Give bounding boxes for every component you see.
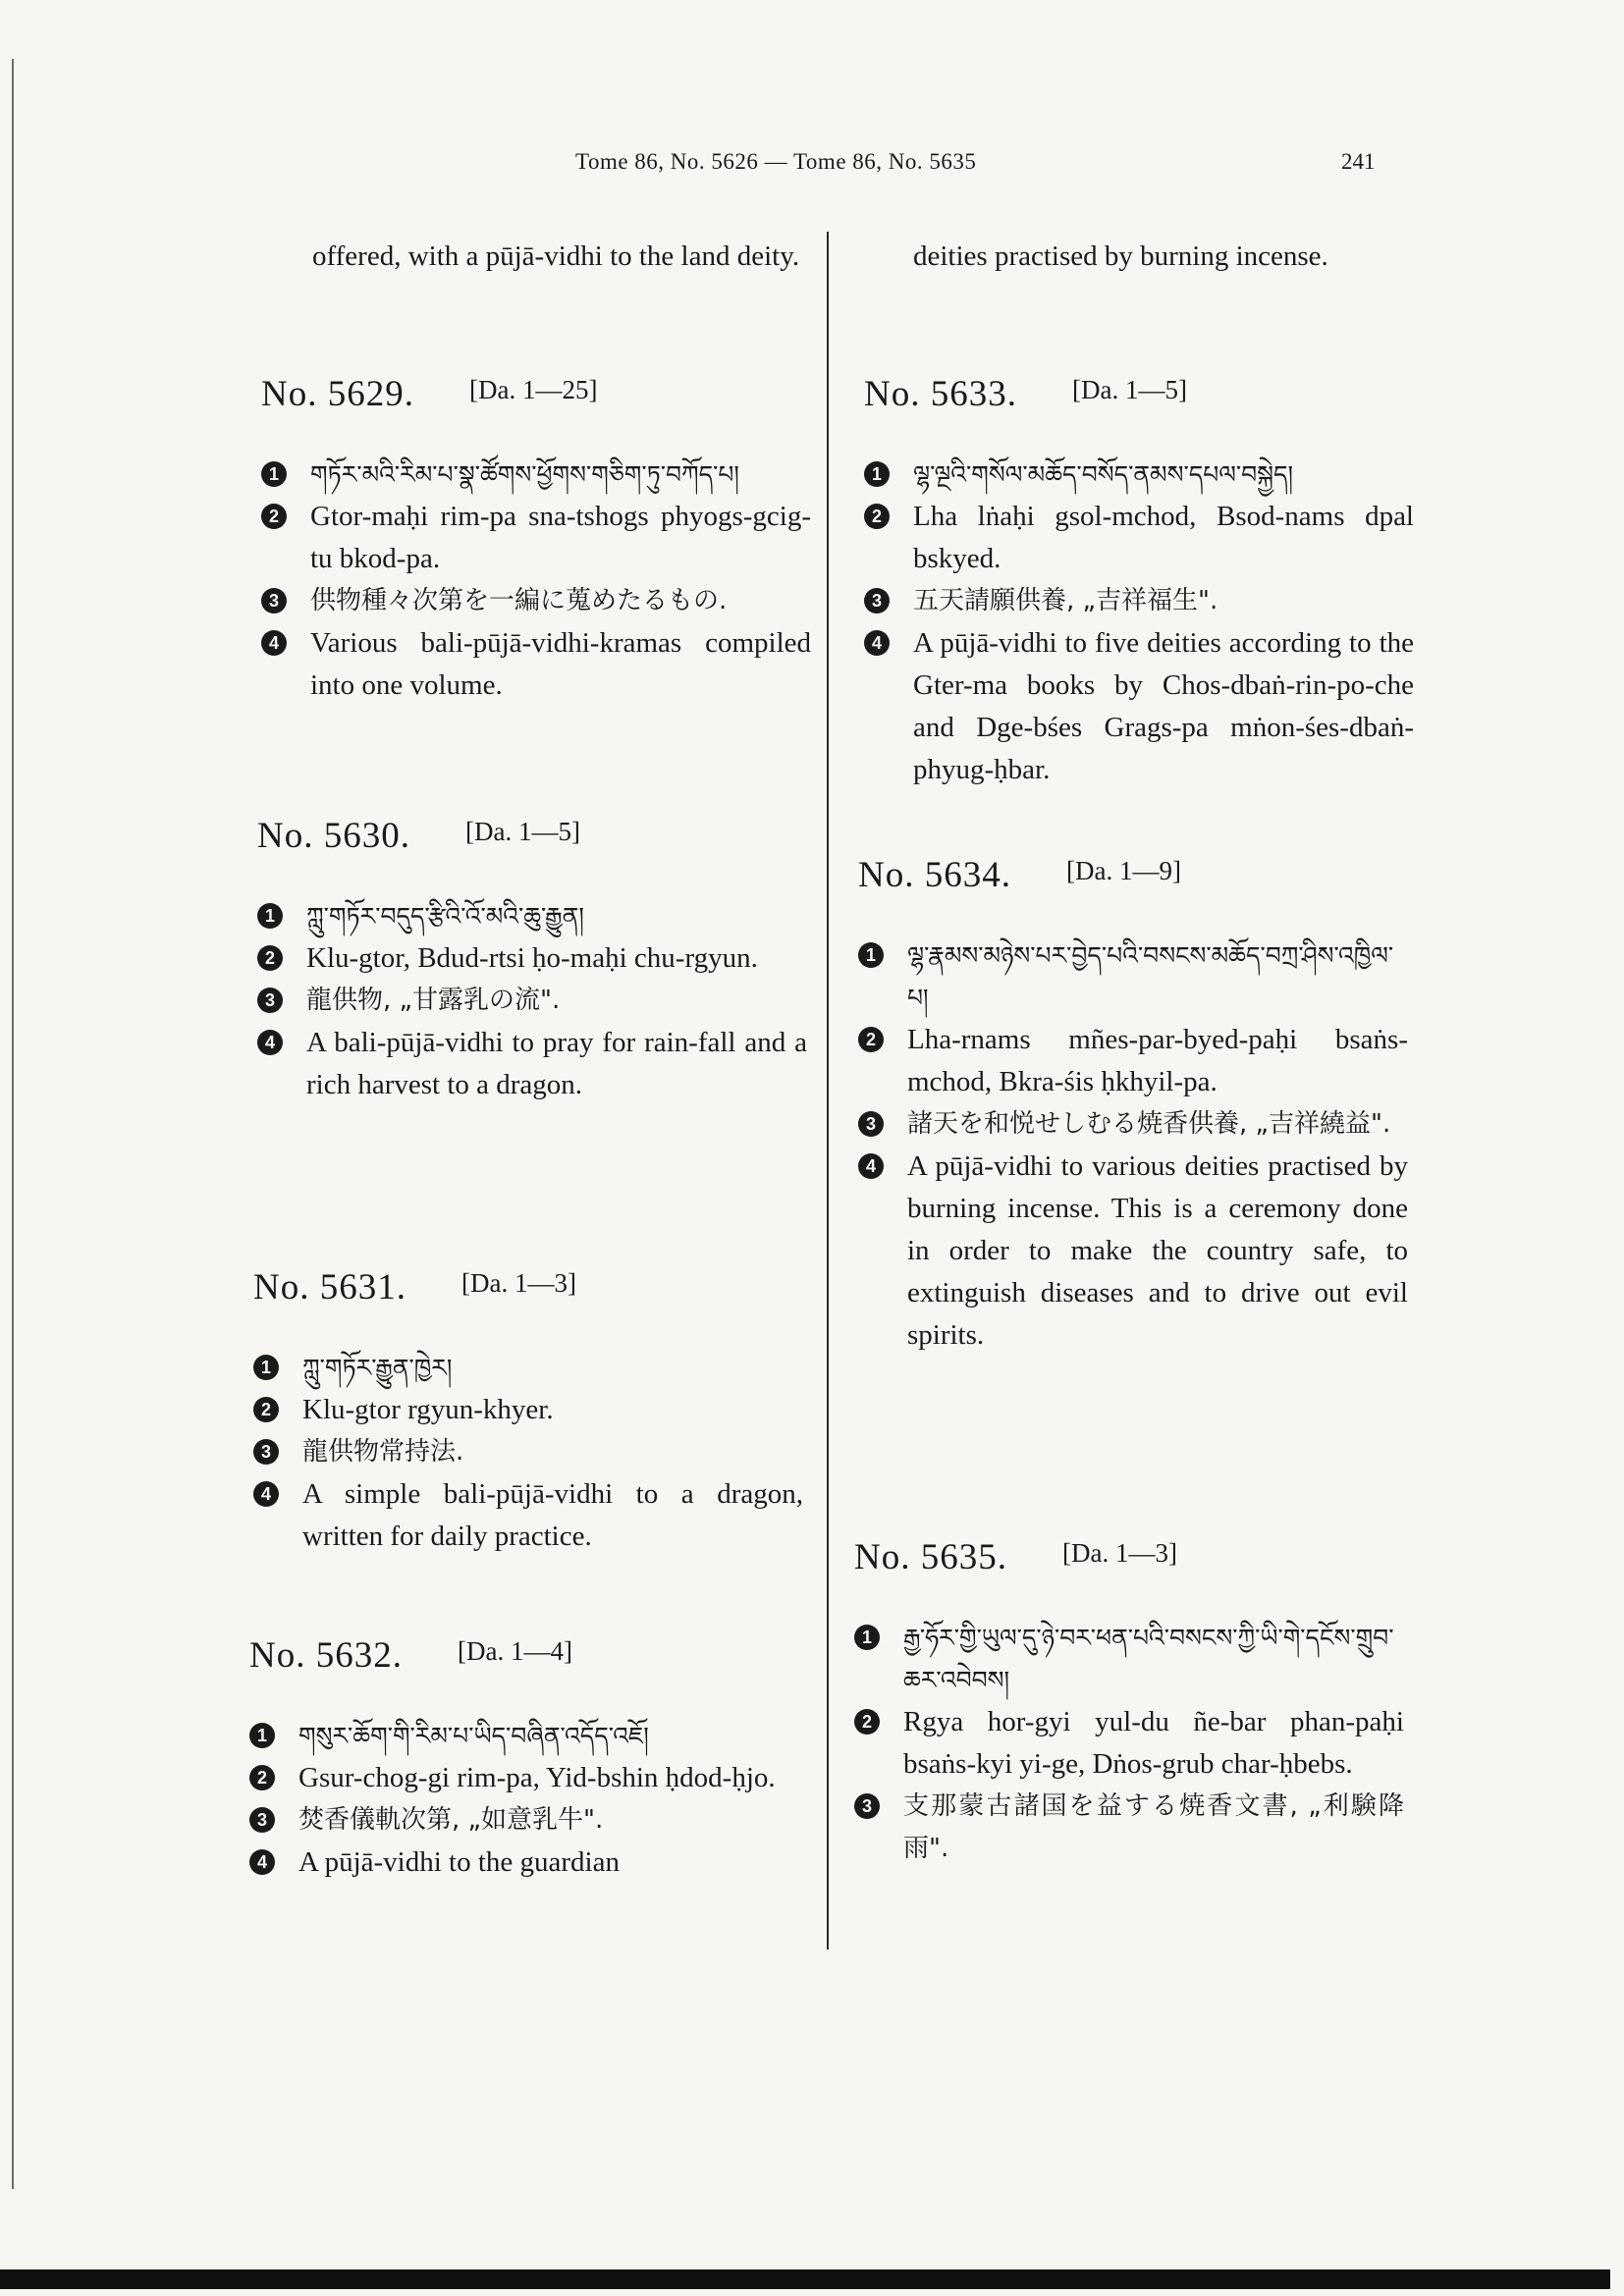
- circled-number-icon: 3: [253, 1439, 279, 1465]
- circled-number-icon: 3: [854, 1793, 880, 1819]
- list-item: [253, 1389, 803, 1431]
- tibetan-title: ལྷ་རྣམས་མཉེས་པར་བྱེད་པའི་བསངས་མཆོད་བཀྲ་ཤིས་འཁྱིལ་པ།: [907, 941, 1394, 1012]
- japanese-translation: 諸天を和悦せしむる焼香供養, „吉祥繞益".: [907, 1109, 1391, 1139]
- entry-items: [864, 454, 1414, 791]
- circled-number-icon: 1: [261, 461, 287, 487]
- circled-number-icon: 4: [261, 630, 287, 656]
- entry-reference: [Da. 1—5]: [465, 817, 580, 846]
- transliteration: Lha-rnams mñes-par-byed-paḥi bsaṅs-mchod, Bkra-śis ḥkhyil-pa.: [907, 1024, 1408, 1097]
- bottom-rule: [0, 2269, 1610, 2289]
- list-item: [257, 980, 807, 1022]
- list-item: [854, 1617, 1404, 1701]
- entry-number: No. 5630.: [257, 816, 410, 856]
- transliteration: Gsur-chog-gi rim-pa, Yid-bshin ḥdod-ḥjo.: [298, 1762, 776, 1793]
- circled-number-icon: 1: [257, 903, 283, 929]
- circled-number-icon: 2: [257, 945, 283, 971]
- circled-number-icon: 3: [257, 988, 283, 1013]
- transliteration: Gtor-maḥi rim-pa sna-tshogs phyogs-gcig-tu bkod-pa.: [310, 501, 811, 574]
- catalog-entry-5632: [249, 1634, 799, 1884]
- japanese-translation: 供物種々次第を一編に蒐めたるもの.: [310, 586, 728, 615]
- circled-number-icon: 3: [858, 1111, 884, 1137]
- tibetan-title: རྒྱ་ཧོར་གྱི་ཡུལ་དུ་ཉེ་བར་ཕན་པའི་བསངས་ཀྱི་ཡི་གེ་དངོས་གྲུབ་ཆར་འབེབས།: [903, 1624, 1394, 1694]
- entry-reference: [Da. 1—9]: [1066, 856, 1181, 885]
- tibetan-title: གསུར་ཆོག་གི་རིམ་པ་ཡིད་བཞིན་འདོད་འཇོ།: [298, 1722, 649, 1750]
- japanese-translation: 龍供物, „甘露乳の流".: [306, 986, 561, 1015]
- entry-items: [858, 934, 1408, 1357]
- entry-number: No. 5634.: [858, 855, 1011, 895]
- list-item: [257, 895, 807, 937]
- transliteration: Klu-gtor, Bdud-rtsi ḥo-maḥi chu-rgyun.: [306, 942, 758, 974]
- circled-number-icon: 2: [864, 504, 890, 529]
- list-item: [261, 496, 811, 580]
- transliteration: Lha lṅaḥi gsol-mchod, Bsod-nams dpal bskyed.: [913, 501, 1414, 574]
- list-item: [864, 580, 1414, 622]
- english-description: A pūjā-vidhi to the guardian: [298, 1846, 620, 1878]
- list-item: [261, 622, 811, 707]
- entry-reference: [Da. 1—4]: [458, 1636, 572, 1666]
- catalog-entry-5635: [854, 1536, 1404, 1870]
- list-item: [249, 1799, 799, 1842]
- circled-number-icon: 1: [864, 461, 890, 487]
- circled-number-icon: 4: [858, 1153, 884, 1179]
- english-description: A pūjā-vidhi to five deities according to the Gter-ma books by Chos-dbaṅ-rin-po-che and Dge-bśes Grags-pa mṅon-śes-dbaṅ-phyug-ḥbar.: [913, 627, 1414, 785]
- scan-margin-line: [12, 59, 14, 2189]
- column-divider: [827, 232, 829, 1949]
- list-item: [854, 1786, 1404, 1870]
- entry-reference: [Da. 1—25]: [469, 375, 598, 404]
- list-item: [261, 580, 811, 622]
- circled-number-icon: 2: [249, 1765, 275, 1790]
- list-item: [858, 1146, 1408, 1357]
- japanese-translation: 焚香儀軌次第, „如意乳牛".: [298, 1805, 604, 1835]
- circled-number-icon: 2: [854, 1709, 880, 1735]
- list-item: [249, 1715, 799, 1757]
- entry-items: [249, 1715, 799, 1884]
- circled-number-icon: 1: [253, 1355, 279, 1380]
- page-header: [0, 149, 1624, 188]
- circled-number-icon: 2: [261, 504, 287, 529]
- continuation-text: deities practised by burning incense.: [913, 240, 1328, 272]
- entry-items: [261, 454, 811, 707]
- transliteration: Rgya hor-gyi yul-du ñe-bar phan-paḥi bsaṅs-kyi yi-ge, Dṅos-grub char-ḥbebs.: [903, 1706, 1404, 1780]
- circled-number-icon: 4: [249, 1849, 275, 1875]
- entry-number: No. 5633.: [864, 374, 1017, 414]
- circled-number-icon: 1: [854, 1625, 880, 1650]
- catalog-entry-5634: [858, 854, 1408, 1357]
- list-item: [858, 1103, 1408, 1146]
- circled-number-icon: 3: [249, 1807, 275, 1833]
- entry-items: [854, 1617, 1404, 1870]
- entry-reference: [Da. 1—3]: [1062, 1538, 1177, 1568]
- tibetan-title: ཀླུ་གཏོར་བདུད་རྩིའི་འོ་མའི་ཆུ་རྒྱུན།: [306, 902, 584, 931]
- entry-items: [257, 895, 807, 1106]
- list-item: [864, 622, 1414, 791]
- circled-number-icon: 1: [249, 1723, 275, 1748]
- circled-number-icon: 2: [858, 1027, 884, 1052]
- list-item: [253, 1347, 803, 1389]
- english-description: Various bali-pūjā-vidhi-kramas compiled into one volume.: [310, 627, 811, 701]
- list-item: [854, 1701, 1404, 1786]
- list-item: [858, 934, 1408, 1019]
- japanese-translation: 五天請願供養, „吉祥福生".: [913, 586, 1218, 615]
- tibetan-title: ལྷ་ལྔའི་གསོལ་མཆོད་བསོད་ནམས་དཔལ་བསྐྱེད།: [913, 460, 1294, 489]
- circled-number-icon: 2: [253, 1397, 279, 1422]
- circled-number-icon: 3: [261, 588, 287, 614]
- list-item: [858, 1019, 1408, 1103]
- catalog-entry-5629: [261, 373, 811, 707]
- english-description: A bali-pūjā-vidhi to pray for rain-fall and a rich harvest to a dragon.: [306, 1027, 807, 1100]
- list-item: [864, 454, 1414, 496]
- tibetan-title: གཏོར་མའི་རིམ་པ་སྣ་ཚོགས་ཕྱོགས་གཅིག་ཏུ་བཀོད་པ།: [310, 460, 739, 489]
- list-item: [253, 1473, 803, 1558]
- tibetan-title: ཀླུ་གཏོར་རྒྱུན་ཁྱེར།: [302, 1354, 453, 1382]
- list-item: [864, 496, 1414, 580]
- transliteration: Klu-gtor rgyun-khyer.: [302, 1394, 554, 1425]
- entry-number: No. 5631.: [253, 1267, 406, 1308]
- list-item: [249, 1757, 799, 1799]
- list-item: [257, 937, 807, 980]
- list-item: [261, 454, 811, 496]
- entry-number: No. 5635.: [854, 1537, 1007, 1577]
- catalog-entry-5631: [253, 1266, 803, 1558]
- entry-reference: [Da. 1—5]: [1072, 375, 1187, 404]
- japanese-translation: 龍供物常持法.: [302, 1437, 464, 1467]
- circled-number-icon: 4: [864, 630, 890, 656]
- entry-reference: [Da. 1—3]: [461, 1268, 576, 1298]
- english-description: A simple bali-pūjā-vidhi to a dragon, written for daily practice.: [302, 1478, 803, 1552]
- catalog-entry-5630: [257, 815, 807, 1106]
- continuation-text: offered, with a pūjā-vidhi to the land deity.: [312, 240, 800, 272]
- entry-number: No. 5632.: [249, 1635, 403, 1676]
- english-description: A pūjā-vidhi to various deities practised by burning incense. This is a ceremony done in order to make the country safe, to extinguish diseases and to drive out evil spirits.: [907, 1150, 1408, 1351]
- entry-number: No. 5629.: [261, 374, 414, 414]
- circled-number-icon: 3: [864, 588, 890, 614]
- running-title: Tome 86, No. 5626 — Tome 86, No. 5635: [575, 149, 977, 174]
- entry-items: [253, 1347, 803, 1558]
- circled-number-icon: 4: [257, 1030, 283, 1055]
- list-item: [257, 1022, 807, 1106]
- list-item: [253, 1431, 803, 1473]
- japanese-translation: 支那蒙古諸国を益する焼香文書, „利験降雨".: [903, 1791, 1404, 1863]
- page-number: 241: [1341, 149, 1376, 174]
- circled-number-icon: 4: [253, 1481, 279, 1507]
- catalog-entry-5633: [864, 373, 1414, 791]
- list-item: [249, 1842, 799, 1884]
- circled-number-icon: 1: [858, 942, 884, 968]
